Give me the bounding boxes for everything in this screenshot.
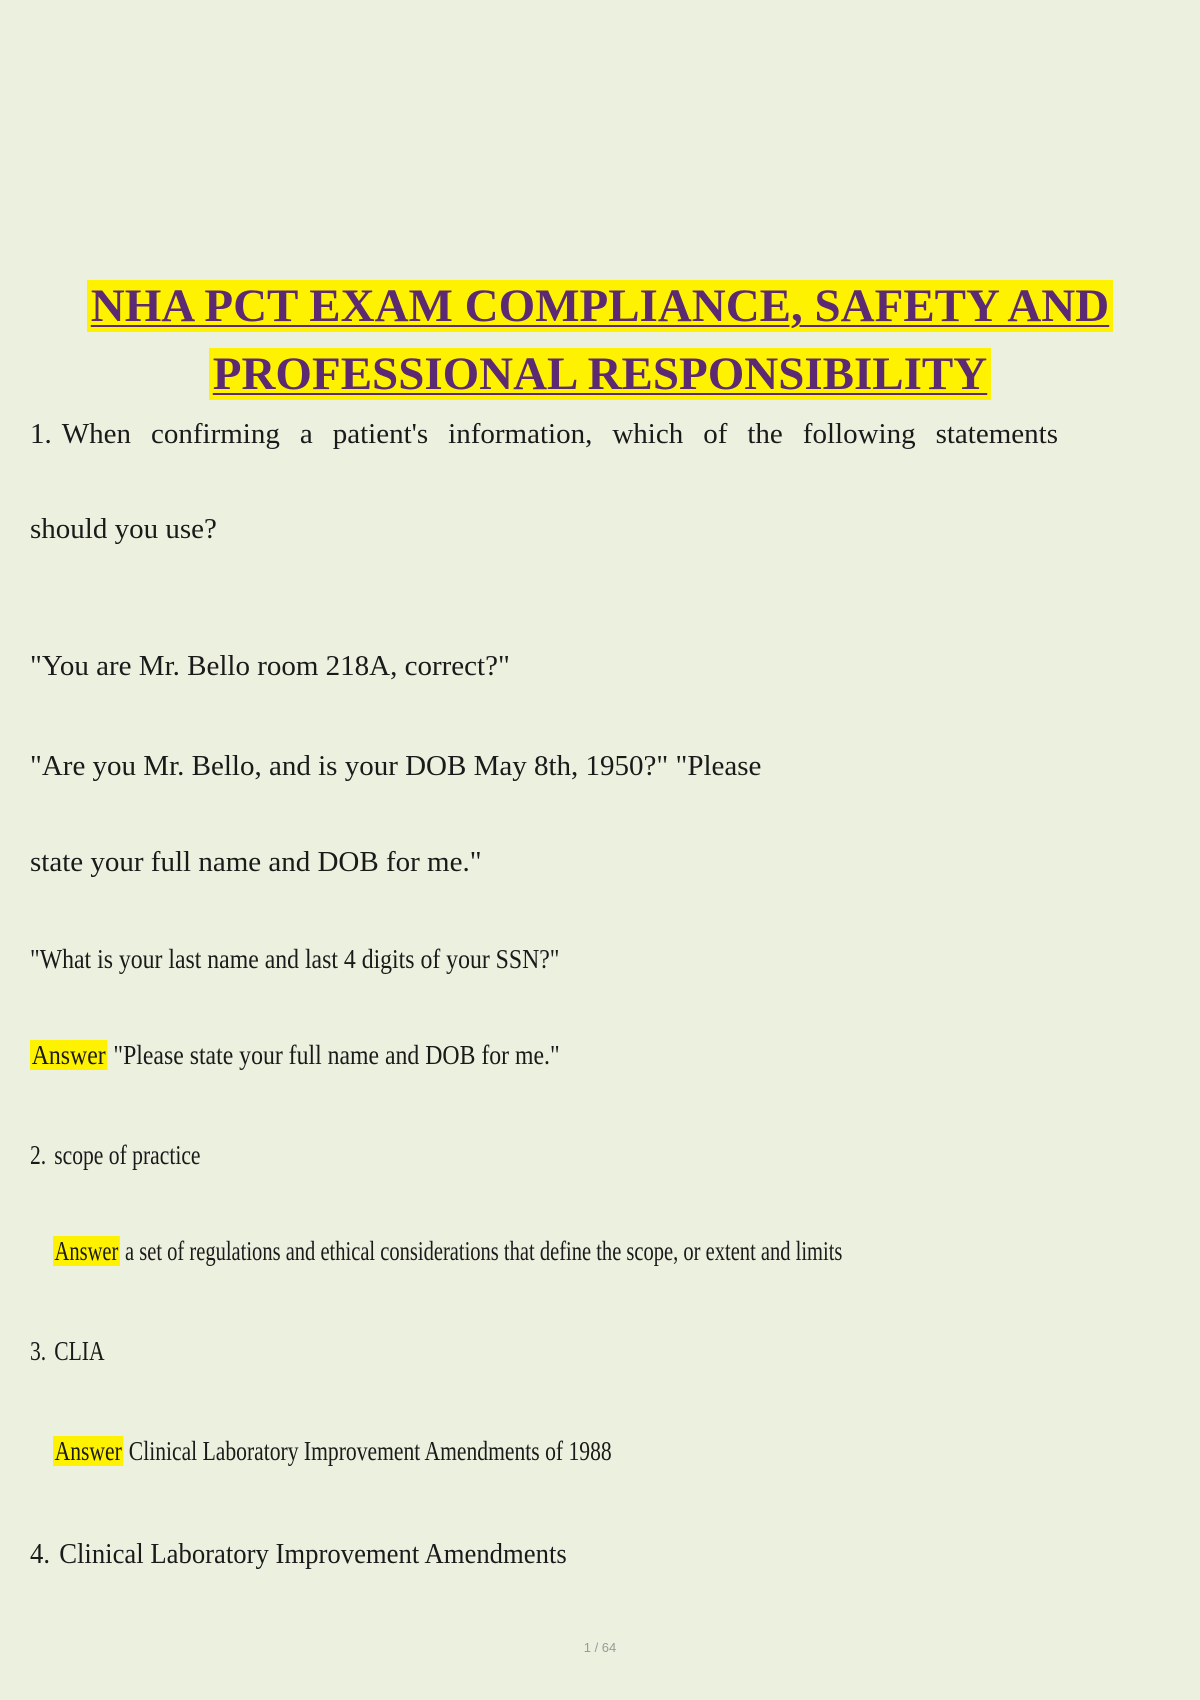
question-2-text: scope of practice — [54, 1140, 201, 1170]
question-1-option-1: "You are Mr. Bello room 218A, correct?" — [30, 650, 510, 682]
question-2-number: 2. — [30, 1140, 47, 1170]
answer-label: Answer — [31, 1040, 106, 1070]
question-1-option-2: "Are you Mr. Bello, and is your DOB May 8th, 1950?" "Please — [30, 750, 762, 782]
question-3-text: CLIA — [54, 1336, 105, 1366]
document-title — [0, 272, 1200, 408]
question-1-answer — [30, 1040, 560, 1071]
question-4-text: Clinical Laboratory Improvement Amendments — [59, 1538, 567, 1570]
question-2-answer — [53, 1236, 842, 1267]
question-4 — [30, 1538, 567, 1571]
answer-text: "Please state your full name and DOB for me." — [113, 1040, 560, 1070]
title-line-2: PROFESSIONAL RESPONSIBILITY — [209, 348, 991, 400]
question-2 — [30, 1140, 201, 1171]
question-1-text-line-1 — [30, 418, 1058, 451]
page-indicator: 1 / 64 — [583, 1640, 617, 1655]
answer-text: Clinical Laboratory Improvement Amendments of 1988 — [128, 1436, 612, 1466]
answer-label: Answer — [54, 1236, 119, 1266]
question-1-text-line-2: should you use? — [30, 513, 217, 545]
question-1-number: 1. — [30, 418, 52, 450]
question-3-answer — [53, 1436, 612, 1467]
title-line-1: NHA PCT EXAM COMPLIANCE, SAFETY AND — [87, 280, 1113, 332]
question-3 — [30, 1336, 105, 1367]
question-1-option-2-continued: state your full name and DOB for me." — [30, 846, 482, 878]
question-3-number: 3. — [30, 1336, 47, 1366]
answer-label: Answer — [54, 1436, 122, 1466]
question-4-number: 4. — [30, 1538, 51, 1570]
answer-text: a set of regulations and ethical considerations that define the scope, or extent and limits — [124, 1236, 843, 1266]
question-1-option-3: "What is your last name and last 4 digits of your SSN?" — [30, 944, 560, 974]
question-1-text: When confirming a patient's information, which of the following statements — [61, 418, 1058, 450]
